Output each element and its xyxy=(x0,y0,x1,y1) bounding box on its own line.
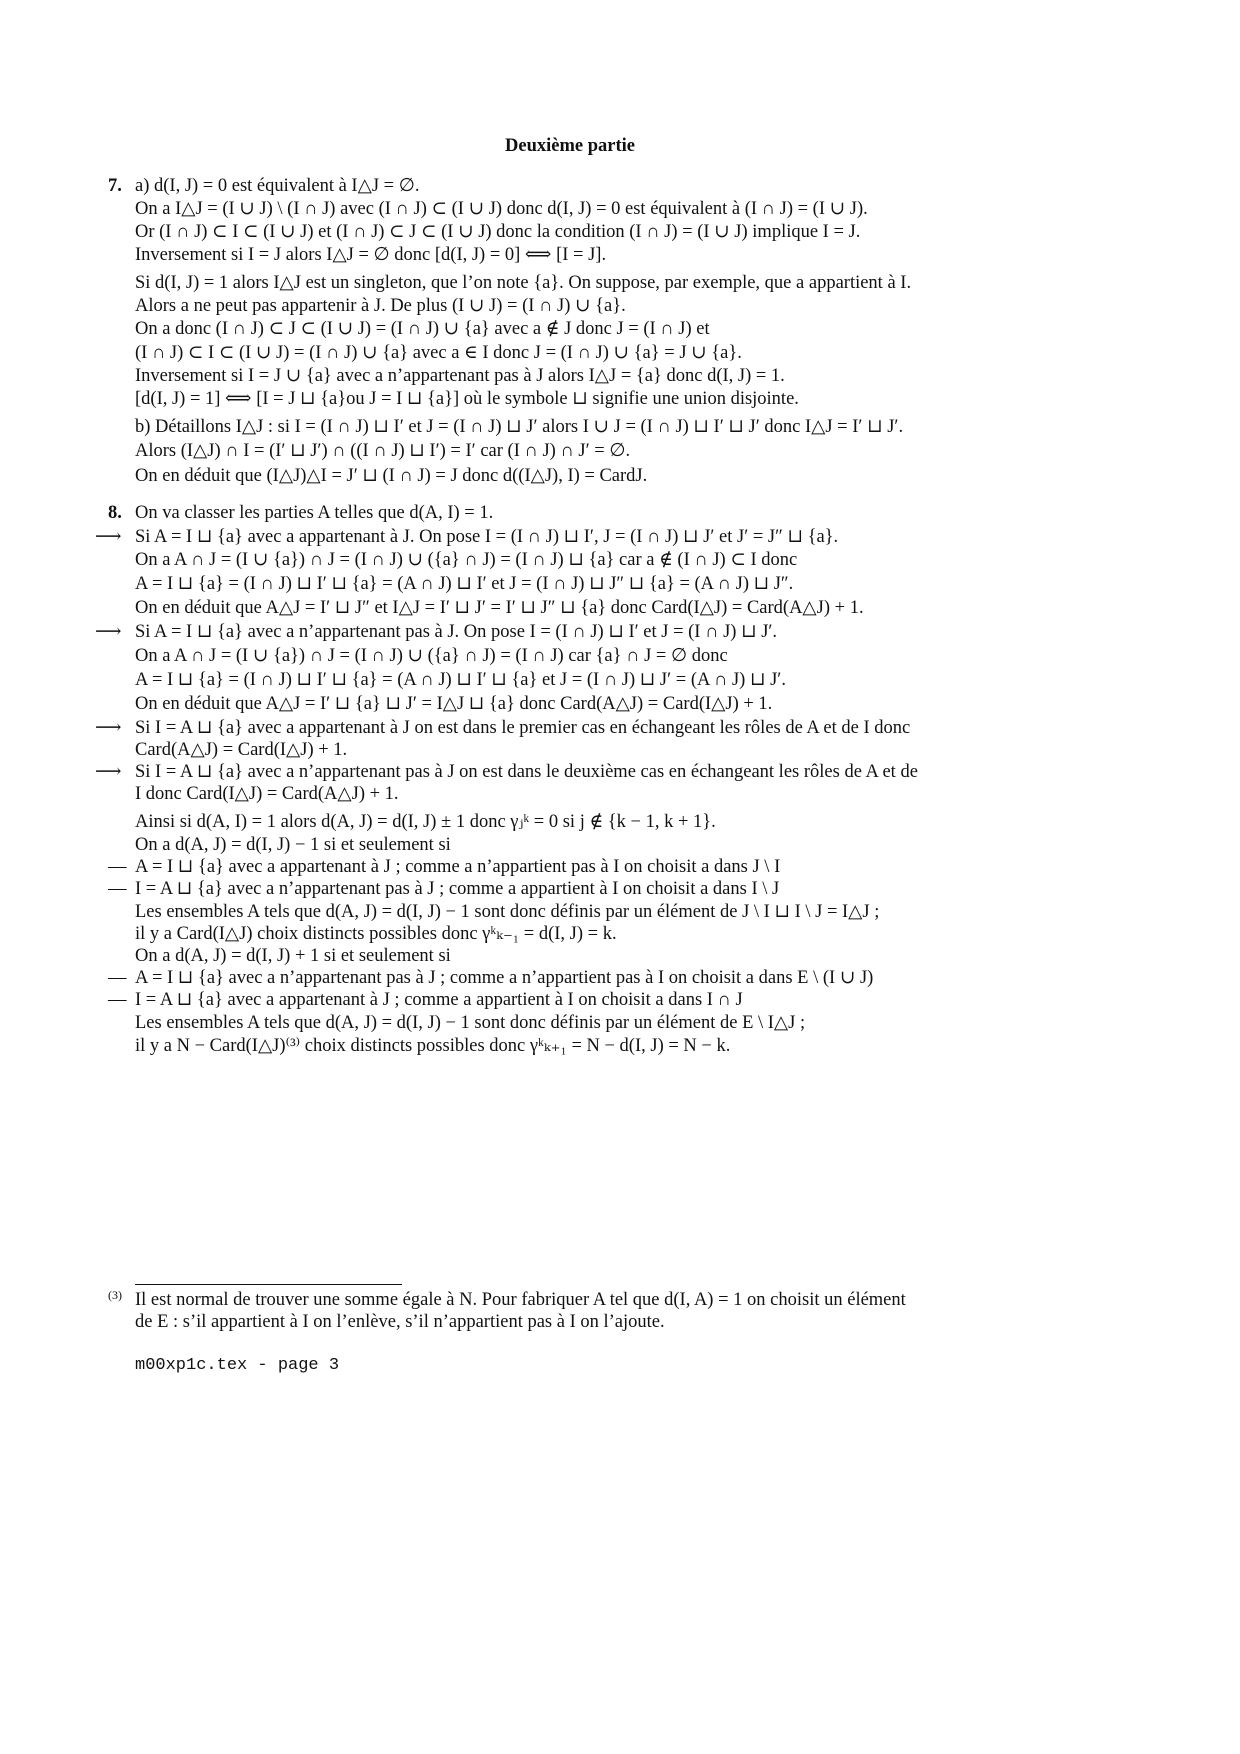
q8-line: On a d(A, J) = d(I, J) + 1 si et seulement si xyxy=(135,946,451,966)
page-footer: m00xp1c.tex - page 3 xyxy=(135,1356,340,1375)
dash-bullet: — xyxy=(108,879,127,899)
q7-line: Inversement si I = J alors I△J = ∅ donc [d(I, J) = 0] ⟺ [I = J]. xyxy=(135,245,607,265)
q8-line: On en déduit que A△J = I′ ⊔ {a} ⊔ J′ = I△J ⊔ {a} donc Card(A△J) = Card(I△J) + 1. xyxy=(135,694,773,714)
q7-line: (I ∩ J) ⊂ I ⊂ (I ∪ J) = (I ∩ J) ∪ {a} avec a ∈ I donc J = (I ∩ J) ∪ {a} = J ∪ {a}. xyxy=(135,343,742,363)
q7-line: On a donc (I ∩ J) ⊂ J ⊂ (I ∪ J) = (I ∩ J) ∪ {a} avec a ∉ J donc J = (I ∩ J) et xyxy=(135,319,710,339)
arrow-bullet-icon: ⟶ xyxy=(95,718,122,738)
dash-bullet: — xyxy=(108,968,127,988)
section-title: Deuxième partie xyxy=(505,136,635,156)
q8-line: Si A = I ⊔ {a} avec a appartenant à J. On pose I = (I ∩ J) ⊔ I′, J = (I ∩ J) ⊔ J′ et J′ = J″ ⊔ {a}. xyxy=(135,527,839,547)
q8-line: On va classer les parties A telles que d(A, I) = 1. xyxy=(135,503,494,523)
q8-line: Card(A△J) = Card(I△J) + 1. xyxy=(135,740,348,760)
footnote-line: de E : s’il appartient à I on l’enlève, s’il n’appartient pas à I on l’ajoute. xyxy=(135,1312,665,1332)
dash-bullet: — xyxy=(108,857,127,877)
q8-line: Ainsi si d(A, I) = 1 alors d(A, J) = d(I, J) ± 1 donc γⱼᵏ = 0 si j ∉ {k − 1, k + 1}. xyxy=(135,812,716,832)
question-number-8: 8. xyxy=(108,503,122,523)
question-number-7: 7. xyxy=(108,176,122,196)
arrow-bullet-icon: ⟶ xyxy=(95,762,122,782)
q7-line: Si d(I, J) = 1 alors I△J est un singleton, que l’on note {a}. On suppose, par exemple, que a appartient à I. xyxy=(135,273,912,293)
q7-line: On a I△J = (I ∪ J) \ (I ∩ J) avec (I ∩ J) ⊂ (I ∪ J) donc d(I, J) = 0 est équivalent à (I ∩ J) = (I ∪ J). xyxy=(135,199,868,219)
q8-line: A = I ⊔ {a} avec a n’appartenant pas à J ; comme a n’appartient pas à I on choisit a dans E \ (I ∪ J) xyxy=(135,968,874,988)
q7-line: Alors a ne peut pas appartenir à J. De plus (I ∪ J) = (I ∩ J) ∪ {a}. xyxy=(135,296,626,316)
footnote-line: Il est normal de trouver une somme égale à N. Pour fabriquer A tel que d(I, A) = 1 on choisit un élément xyxy=(135,1290,906,1310)
q8-line: A = I ⊔ {a} = (I ∩ J) ⊔ I′ ⊔ {a} = (A ∩ J) ⊔ I′ ⊔ {a} et J = (I ∩ J) ⊔ J′ = (A ∩ J) ⊔ J′. xyxy=(135,670,786,690)
arrow-bullet-icon: ⟶ xyxy=(95,527,122,547)
q8-line: On a A ∩ J = (I ∪ {a}) ∩ J = (I ∩ J) ∪ ({a} ∩ J) = (I ∩ J) ⊔ {a} car a ∉ (I ∩ J) ⊂ I donc xyxy=(135,550,798,570)
footnote-rule xyxy=(135,1284,402,1285)
q8-line: I = A ⊔ {a} avec a n’appartenant pas à J ; comme a appartient à I on choisit a dans I \ J xyxy=(135,879,780,899)
q8-line: il y a Card(I△J) choix distincts possibles donc γᵏₖ₋₁ = d(I, J) = k. xyxy=(135,924,617,944)
q7-line: [d(I, J) = 1] ⟺ [I = J ⊔ {a}ou J = I ⊔ {a}] où le symbole ⊔ signifie une union disjointe. xyxy=(135,389,799,409)
q8-line: Si I = A ⊔ {a} avec a n’appartenant pas à J on est dans le deuxième cas en échangeant les rôles de A et de xyxy=(135,762,918,782)
q8-line: On a d(A, J) = d(I, J) − 1 si et seulement si xyxy=(135,835,451,855)
q7-line: Or (I ∩ J) ⊂ I ⊂ (I ∪ J) et (I ∩ J) ⊂ J ⊂ (I ∪ J) donc la condition (I ∩ J) = (I ∪ J) implique I = J. xyxy=(135,222,861,242)
q7-line: Inversement si I = J ∪ {a} avec a n’appartenant pas à J alors I△J = {a} donc d(I, J) = 1. xyxy=(135,366,785,386)
q8-line: Si I = A ⊔ {a} avec a appartenant à J on est dans le premier cas en échangeant les rôles de A et de I donc xyxy=(135,718,911,738)
q8-line: I = A ⊔ {a} avec a appartenant à J ; comme a appartient à I on choisit a dans I ∩ J xyxy=(135,990,743,1010)
q8-line: I donc Card(I△J) = Card(A△J) + 1. xyxy=(135,784,399,804)
footnote-mark: (3) xyxy=(108,1288,122,1302)
arrow-bullet-icon: ⟶ xyxy=(95,622,122,642)
q7-line: b) Détaillons I△J : si I = (I ∩ J) ⊔ I′ et J = (I ∩ J) ⊔ J′ alors I ∪ J = (I ∩ J) ⊔ I′ ⊔ J′ donc I△J = I′ ⊔ J′. xyxy=(135,417,904,437)
q7-line: a) d(I, J) = 0 est équivalent à I△J = ∅. xyxy=(135,176,420,196)
q8-line: il y a N − Card(I△J)⁽³⁾ choix distincts possibles donc γᵏₖ₊₁ = N − d(I, J) = N − k. xyxy=(135,1036,731,1056)
dash-bullet: — xyxy=(108,990,127,1010)
q8-line: On a A ∩ J = (I ∪ {a}) ∩ J = (I ∩ J) ∪ ({a} ∩ J) = (I ∩ J) car {a} ∩ J = ∅ donc xyxy=(135,646,728,666)
q8-line: Les ensembles A tels que d(A, J) = d(I, J) − 1 sont donc définis par un élément de J \ I ⊔ I \ J = I△J ; xyxy=(135,902,880,922)
q7-line: On en déduit que (I△J)△I = J′ ⊔ (I ∩ J) = J donc d((I△J), I) = CardJ. xyxy=(135,466,648,486)
q8-line: A = I ⊔ {a} avec a appartenant à J ; comme a n’appartient pas à I on choisit a dans J \ I xyxy=(135,857,781,877)
q7-line: Alors (I△J) ∩ I = (I′ ⊔ J′) ∩ ((I ∩ J) ⊔ I′) = I′ car (I ∩ J) ∩ J′ = ∅. xyxy=(135,441,631,461)
q8-line: Les ensembles A tels que d(A, J) = d(I, J) − 1 sont donc définis par un élément de E \ I△J ; xyxy=(135,1013,806,1033)
q8-line: A = I ⊔ {a} = (I ∩ J) ⊔ I′ ⊔ {a} = (A ∩ J) ⊔ I′ et J = (I ∩ J) ⊔ J″ ⊔ {a} = (A ∩ J) ⊔ J″. xyxy=(135,574,794,594)
q8-line: On en déduit que A△J = I′ ⊔ J″ et I△J = I′ ⊔ J′ = I′ ⊔ J″ ⊔ {a} donc Card(I△J) = Card(A△J) + 1. xyxy=(135,598,864,618)
q8-line: Si A = I ⊔ {a} avec a n’appartenant pas à J. On pose I = (I ∩ J) ⊔ I′ et J = (I ∩ J) ⊔ J′. xyxy=(135,622,778,642)
